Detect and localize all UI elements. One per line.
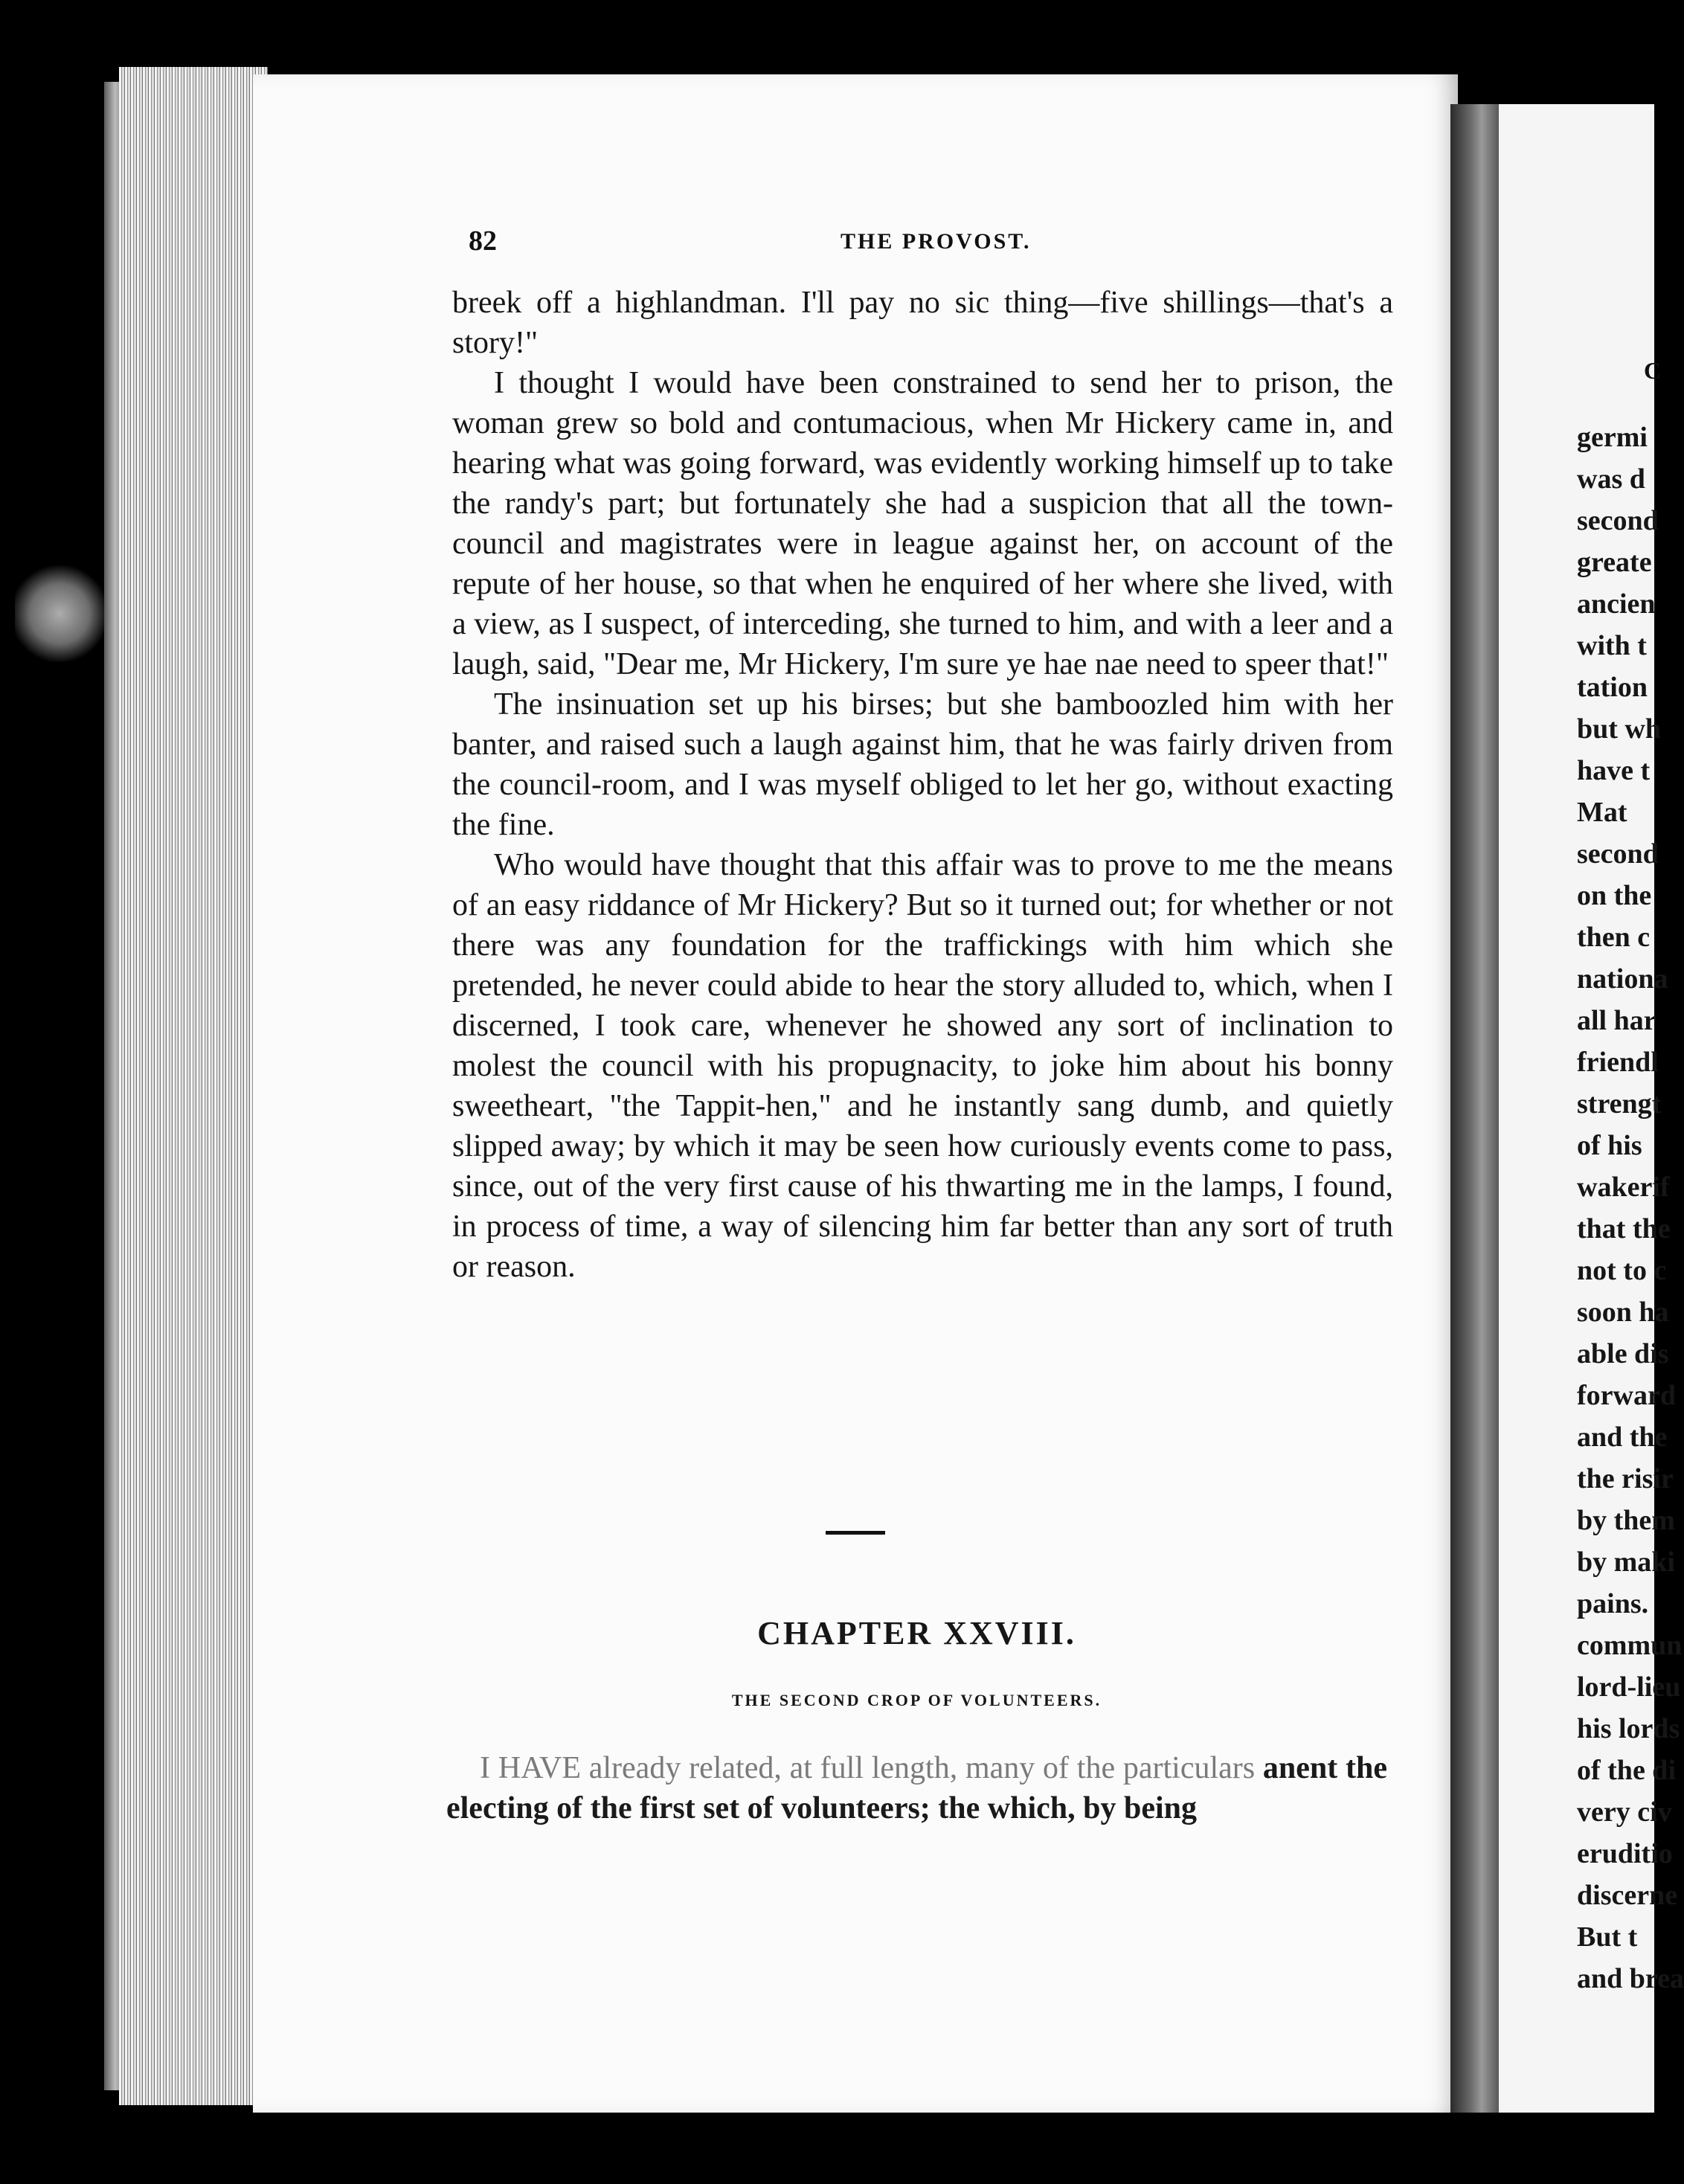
right-line: second — [1577, 505, 1659, 536]
right-line: was d — [1577, 463, 1645, 495]
right-line: have t — [1577, 755, 1651, 786]
paragraph: Who would have thought that this affair was to prove to me the means of an easy riddance of Mr Hickery? But so it turned out; for whether or not there was any foundation for the traffickings with him which she pretended, he never could abide to hear the story alluded to, which, when I discerned, I took care, whenever he showed any sort of inclination to molest the council with his propugnacity, to joke him about his bonny sweetheart, "the Tappit-hen," and he instantly sang dumb, and quietly slipped away; by which it may be seen how curiously events come to pass, since, out of the very first cause of his thwarting me in the lamps, I found, in process of time, a way of silencing him far better than any sort of truth or reason. — [452, 848, 1393, 1284]
paragraph: breek off a highlandman. I'll pay no sic thing—five shillings—that's a story!" — [452, 286, 1393, 360]
paragraph: I thought I would have been constrained to send her to prison, the woman grew so bold and contumacious, when Mr Hickery came in, and hearing what was going forward, was evidently working himself up to take the randy's part; but fortunately she had a suspicion that all the town-council and magistrates were in league against her, on account of the repute of her house, so that when he enquired of her where she lived, with a view, as I suspect, of interceding, she turned to him, and with a leer and a laugh, said, "Dear me, Mr Hickery, I'm sure ye hae nae need to speer that!" — [452, 366, 1393, 681]
right-line: able dis — [1577, 1338, 1669, 1369]
right-line: germi — [1577, 422, 1648, 453]
right-line: and the — [1577, 1422, 1668, 1453]
running-head: THE PROVOST. — [841, 229, 1032, 254]
right-line: very civ — [1577, 1796, 1672, 1828]
body-text — [452, 283, 1393, 1287]
right-line: on the — [1577, 880, 1652, 911]
chapter-subtitle: THE SECOND CROP OF VOLUNTEERS. — [731, 1691, 1102, 1709]
chapter-title: CHAPTER XXVIII. — [757, 1615, 1076, 1651]
right-line: by them — [1577, 1505, 1675, 1536]
chapter-opening-faded: I HAVE already related, at full length, many of the particulars — [480, 1751, 1256, 1785]
right-line: that the — [1577, 1213, 1671, 1244]
right-line: wakerif — [1577, 1172, 1670, 1203]
right-line: strengt — [1577, 1088, 1662, 1120]
right-line: tation — [1577, 672, 1648, 703]
right-line: of his — [1577, 1130, 1642, 1161]
right-line: of the di — [1577, 1755, 1676, 1786]
right-line: all har — [1577, 1005, 1656, 1036]
paragraph: The insinuation set up his birses; but she bamboozled him with her banter, and raised such a laugh against him, that he was fairly driven from the council-room, and I was myself obliged to let her go, without exacting the fine. — [452, 687, 1393, 842]
book-gutter — [1450, 104, 1503, 2113]
chapter-opening — [446, 1748, 1387, 1828]
right-line: discerne — [1577, 1880, 1678, 1911]
right-line: by maki — [1577, 1547, 1675, 1578]
chapter-opening-rest: anent the electing of the first set of volunteers; the which, by being — [446, 1751, 1387, 1825]
right-line: with t — [1577, 630, 1647, 661]
right-line: commun — [1577, 1630, 1683, 1661]
right-line: second — [1577, 838, 1659, 870]
right-line: soon ha — [1577, 1297, 1669, 1328]
page-edges — [119, 67, 268, 2105]
page-header — [469, 225, 1465, 257]
right-line: Mat — [1577, 797, 1627, 828]
right-line: forward — [1577, 1380, 1676, 1411]
right-line: nationa — [1577, 963, 1668, 995]
right-page — [1499, 104, 1684, 2113]
page-number: 82 — [469, 225, 497, 257]
right-line: the risir — [1577, 1463, 1674, 1494]
right-line: pains. — [1577, 1588, 1649, 1619]
right-line: lord-lieu — [1577, 1671, 1681, 1703]
right-line: greate — [1577, 547, 1652, 578]
right-page-header: C — [1644, 357, 1662, 384]
right-line: eruditio — [1577, 1838, 1673, 1869]
right-line: But t — [1577, 1921, 1638, 1953]
section-divider — [826, 1531, 885, 1535]
right-line: and brea — [1577, 1963, 1684, 1994]
margin-smudge — [15, 565, 104, 662]
right-line: but wh — [1577, 713, 1661, 745]
right-line: not to c — [1577, 1255, 1667, 1286]
right-line: then c — [1577, 922, 1651, 953]
right-line: friendl — [1577, 1047, 1659, 1078]
right-page-text — [1577, 417, 1684, 2000]
right-line: his lords — [1577, 1713, 1680, 1744]
right-line: ancien — [1577, 588, 1656, 620]
